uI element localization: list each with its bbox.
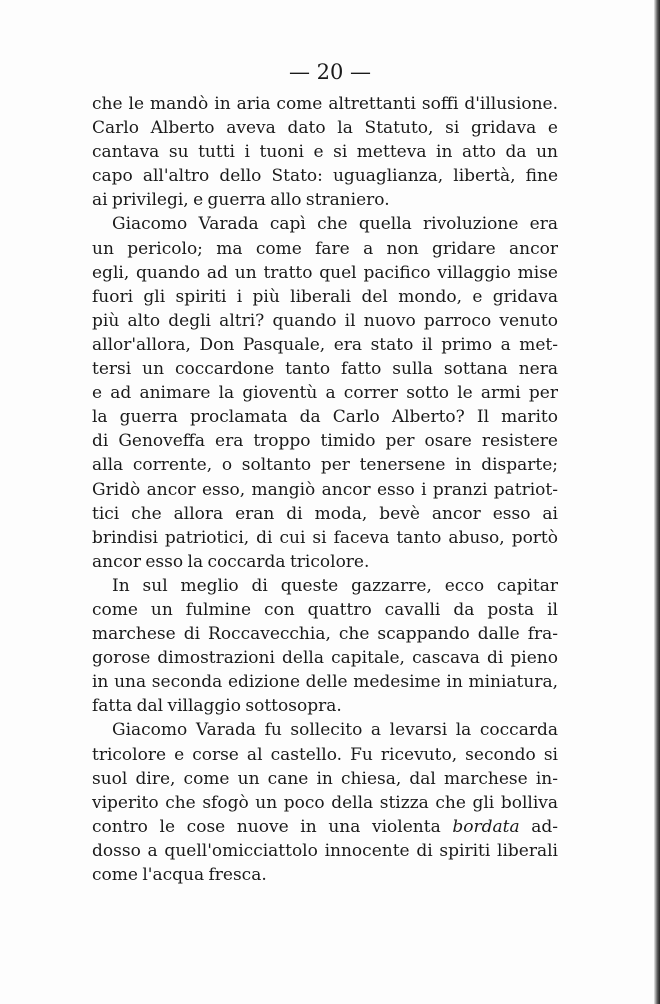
- text-line: brindisi patriotici, di cui si faceva tanto abuso, portò: [92, 527, 558, 548]
- text-line: ancor esso la coccarda tricolore.: [92, 551, 370, 572]
- text-line: la guerra proclamata da Carlo Alberto? Il marito: [92, 407, 558, 428]
- text-line: marchese di Roccavecchia, che scappando dalle fra-: [92, 624, 558, 645]
- text-line: suol dire, come un cane in chiesa, dal marchese in-: [92, 768, 558, 789]
- text-line: tersi un coccardone tanto fatto sulla sottana nera: [92, 359, 558, 380]
- text-line: Carlo Alberto aveva dato la Statuto, si gridava e: [92, 118, 558, 139]
- text-line: più alto degli altri? quando il nuovo parroco venuto: [92, 310, 558, 331]
- text-line: viperito che sfogò un poco della stizza che gli bolliva: [92, 792, 558, 813]
- text-line: dosso a quell'omicciattolo innocente di spiriti liberali: [92, 840, 558, 861]
- italic-word: bordata: [452, 816, 520, 837]
- text-line: come l'acqua fresca.: [92, 865, 267, 885]
- text-line: e ad animare la gioventù a correr sotto le armi per: [92, 383, 558, 404]
- text-line: come un fulmine con quattro cavalli da posta il: [92, 599, 558, 620]
- text-line: di Genoveffa era troppo timido per osare resistere: [92, 431, 558, 452]
- paragraph-first-line: Giacomo Varada fu sollecito a levarsi la coccarda: [112, 720, 558, 741]
- text-line: cantava su tutti i tuoni e si metteva in atto da un: [92, 142, 558, 163]
- text-line: capo all'altro dello Stato: uguaglianza, libertà, fine: [92, 166, 558, 187]
- text-line: gorose dimostrazioni della capitale, cascava di pieno: [92, 648, 558, 669]
- paragraph-first-line: Giacomo Varada capì che quella rivoluzione era: [112, 214, 558, 235]
- text-fragment: contro le cose nuove in una violenta: [92, 816, 453, 837]
- text-line: fatta dal villaggio sottosopra.: [92, 696, 342, 717]
- text-line: egli, quando ad un tratto quel pacifico villaggio mise: [92, 262, 558, 283]
- page-edge-shadow: [654, 0, 660, 1004]
- text-line: alla corrente, o soltanto per tenersene in disparte;: [92, 455, 558, 476]
- text-line: in una seconda edizione delle medesime in miniatura,: [92, 672, 558, 693]
- text-line: un pericolo; ma come fare a non gridare ancor: [92, 238, 558, 259]
- text-line: allor'allora, Don Pasquale, era stato il primo a met-: [92, 334, 558, 355]
- text-line-with-italic: [92, 815, 558, 839]
- page-number: — 20 —: [288, 60, 372, 84]
- text-line: Gridò ancor esso, mangiò ancor esso i pranzi patriot-: [92, 479, 558, 500]
- paragraph-first-line: In sul meglio di queste gazzarre, ecco capitar: [112, 575, 558, 596]
- text-fragment: ad-: [519, 816, 558, 837]
- text-line: fuori gli spiriti i più liberali del mondo, e gridava: [92, 286, 558, 307]
- body-text: [92, 92, 558, 887]
- text-line: che le mandò in aria come altrettanti soffi d'illusione.: [92, 94, 558, 114]
- text-line: tici che allora eran di moda, bevè ancor esso ai: [92, 503, 558, 524]
- text-line: ai privilegi, e guerra allo straniero.: [92, 190, 390, 211]
- text-line: tricolore e corse al castello. Fu ricevuto, secondo si: [92, 744, 558, 765]
